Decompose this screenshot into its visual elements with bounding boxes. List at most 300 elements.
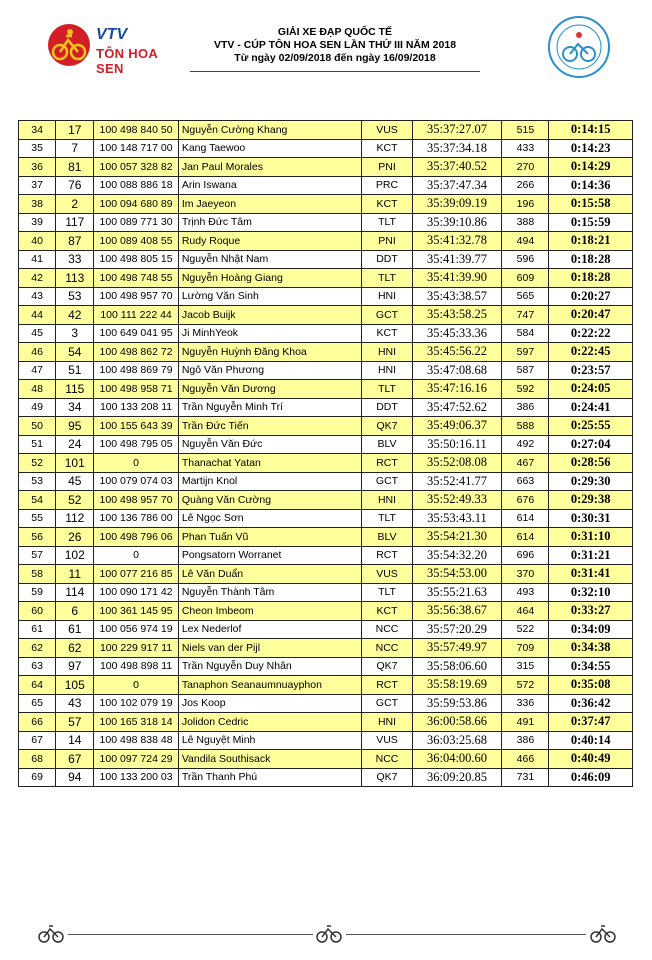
uci-id-cell: 100 136 786 00 xyxy=(94,509,179,528)
bib-cell: 76 xyxy=(56,176,94,195)
rider-name-cell: Nguyễn Thành Tâm xyxy=(178,583,362,602)
bib-cell: 45 xyxy=(56,472,94,491)
bib-cell: 54 xyxy=(56,343,94,362)
rank-cell: 50 xyxy=(19,417,56,436)
total-time-cell: 35:45:33.36 xyxy=(412,324,502,343)
points-cell: 747 xyxy=(502,306,549,325)
points-cell: 386 xyxy=(502,731,549,750)
team-code-cell: BLV xyxy=(362,435,412,454)
team-code-cell: TLT xyxy=(362,583,412,602)
total-time-cell: 35:41:39.77 xyxy=(412,250,502,269)
uci-id-cell: 100 498 796 06 xyxy=(94,528,179,547)
vtv-tonhoasen-logo xyxy=(46,22,186,76)
table-row xyxy=(19,158,633,177)
bib-cell: 7 xyxy=(56,139,94,158)
bib-cell: 34 xyxy=(56,398,94,417)
team-code-cell: QK7 xyxy=(362,768,412,787)
total-time-cell: 36:00:58.66 xyxy=(412,713,502,732)
team-code-cell: DDT xyxy=(362,398,412,417)
team-code-cell: VUS xyxy=(362,565,412,584)
points-cell: 522 xyxy=(502,620,549,639)
time-gap-cell: 0:20:27 xyxy=(549,287,633,306)
rider-name-cell: Nguyễn Hoàng Giang xyxy=(178,269,362,288)
rider-name-cell: Jolidon Cedric xyxy=(178,713,362,732)
table-row xyxy=(19,287,633,306)
uci-id-cell: 100 361 145 95 xyxy=(94,602,179,621)
table-row xyxy=(19,676,633,695)
points-cell: 494 xyxy=(502,232,549,251)
table-row xyxy=(19,435,633,454)
team-code-cell: QK7 xyxy=(362,657,412,676)
points-cell: 370 xyxy=(502,565,549,584)
bib-cell: 33 xyxy=(56,250,94,269)
table-row xyxy=(19,139,633,158)
time-gap-cell: 0:29:38 xyxy=(549,491,633,510)
team-code-cell: KCT xyxy=(362,602,412,621)
bib-cell: 112 xyxy=(56,509,94,528)
bib-cell: 62 xyxy=(56,639,94,658)
rider-name-cell: Nguyễn Huỳnh Đăng Khoa xyxy=(178,343,362,362)
time-gap-cell: 0:24:05 xyxy=(549,380,633,399)
time-gap-cell: 0:31:41 xyxy=(549,565,633,584)
total-time-cell: 36:09:20.85 xyxy=(412,768,502,787)
rank-cell: 68 xyxy=(19,750,56,769)
uci-id-cell: 100 498 805 15 xyxy=(94,250,179,269)
rider-name-cell: Trịnh Đức Tâm xyxy=(178,213,362,232)
table-row xyxy=(19,657,633,676)
table-row xyxy=(19,417,633,436)
rider-name-cell: Martijn Knol xyxy=(178,472,362,491)
rank-cell: 62 xyxy=(19,639,56,658)
table-row xyxy=(19,583,633,602)
table-row xyxy=(19,546,633,565)
uci-id-cell: 100 089 408 55 xyxy=(94,232,179,251)
time-gap-cell: 0:35:08 xyxy=(549,676,633,695)
rank-cell: 37 xyxy=(19,176,56,195)
time-gap-cell: 0:28:56 xyxy=(549,454,633,473)
total-time-cell: 35:54:53.00 xyxy=(412,565,502,584)
table-row xyxy=(19,269,633,288)
uci-id-cell: 100 057 328 82 xyxy=(94,158,179,177)
bib-cell: 26 xyxy=(56,528,94,547)
time-gap-cell: 0:15:58 xyxy=(549,195,633,214)
total-time-cell: 35:57:49.97 xyxy=(412,639,502,658)
cyclist-icon xyxy=(38,922,64,944)
points-cell: 336 xyxy=(502,694,549,713)
table-row xyxy=(19,398,633,417)
rank-cell: 34 xyxy=(19,121,56,140)
uci-id-cell: 100 498 869 79 xyxy=(94,361,179,380)
bib-cell: 67 xyxy=(56,750,94,769)
table-row xyxy=(19,731,633,750)
table-row xyxy=(19,306,633,325)
rider-name-cell: Lê Văn Duẩn xyxy=(178,565,362,584)
total-time-cell: 35:52:49.33 xyxy=(412,491,502,510)
bib-cell: 117 xyxy=(56,213,94,232)
rank-cell: 38 xyxy=(19,195,56,214)
title-divider xyxy=(190,71,480,72)
rank-cell: 51 xyxy=(19,435,56,454)
rank-cell: 45 xyxy=(19,324,56,343)
points-cell: 467 xyxy=(502,454,549,473)
total-time-cell: 35:49:06.37 xyxy=(412,417,502,436)
team-code-cell: TLT xyxy=(362,213,412,232)
rider-name-cell: Pongsatorn Worranet xyxy=(178,546,362,565)
points-cell: 584 xyxy=(502,324,549,343)
table-row xyxy=(19,565,633,584)
rider-name-cell: Im Jaeyeon xyxy=(178,195,362,214)
uci-id-cell: 100 498 795 05 xyxy=(94,435,179,454)
rider-name-cell: Tanaphon Seanaumnuayphon xyxy=(178,676,362,695)
time-gap-cell: 0:23:57 xyxy=(549,361,633,380)
rider-name-cell: Phan Tuấn Vũ xyxy=(178,528,362,547)
rank-cell: 43 xyxy=(19,287,56,306)
bib-cell: 97 xyxy=(56,657,94,676)
total-time-cell: 35:37:34.18 xyxy=(412,139,502,158)
bib-cell: 101 xyxy=(56,454,94,473)
team-code-cell: GCT xyxy=(362,306,412,325)
rider-name-cell: Lex Nederlof xyxy=(178,620,362,639)
points-cell: 696 xyxy=(502,546,549,565)
time-gap-cell: 0:20:47 xyxy=(549,306,633,325)
rider-name-cell: Trần Nguyễn Duy Nhân xyxy=(178,657,362,676)
team-code-cell: NCC xyxy=(362,750,412,769)
team-code-cell: KCT xyxy=(362,139,412,158)
points-cell: 597 xyxy=(502,343,549,362)
team-code-cell: TLT xyxy=(362,269,412,288)
bib-cell: 17 xyxy=(56,121,94,140)
total-time-cell: 35:45:56.22 xyxy=(412,343,502,362)
uci-id-cell: 100 111 222 44 xyxy=(94,306,179,325)
total-time-cell: 35:47:16.16 xyxy=(412,380,502,399)
time-gap-cell: 0:18:28 xyxy=(549,250,633,269)
team-code-cell: TLT xyxy=(362,380,412,399)
time-gap-cell: 0:14:36 xyxy=(549,176,633,195)
rider-name-cell: Lê Ngọc Sơn xyxy=(178,509,362,528)
time-gap-cell: 0:31:21 xyxy=(549,546,633,565)
total-time-cell: 35:39:09.19 xyxy=(412,195,502,214)
uci-id-cell: 0 xyxy=(94,454,179,473)
team-code-cell: KCT xyxy=(362,195,412,214)
rank-cell: 35 xyxy=(19,139,56,158)
total-time-cell: 35:58:19.69 xyxy=(412,676,502,695)
bib-cell: 114 xyxy=(56,583,94,602)
team-code-cell: GCT xyxy=(362,694,412,713)
title-line-2: VTV - CÚP TÔN HOA SEN LẦN THỨ III NĂM 2018 xyxy=(213,39,457,51)
bib-cell: 105 xyxy=(56,676,94,695)
total-time-cell: 35:39:10.86 xyxy=(412,213,502,232)
rider-name-cell: Arin Iswana xyxy=(178,176,362,195)
total-time-cell: 35:59:53.86 xyxy=(412,694,502,713)
rank-cell: 40 xyxy=(19,232,56,251)
time-gap-cell: 0:37:47 xyxy=(549,713,633,732)
total-time-cell: 36:04:00.60 xyxy=(412,750,502,769)
table-row xyxy=(19,491,633,510)
table-row xyxy=(19,250,633,269)
points-cell: 515 xyxy=(502,121,549,140)
points-cell: 731 xyxy=(502,768,549,787)
uci-id-cell: 0 xyxy=(94,546,179,565)
rider-name-cell: Cheon Imbeom xyxy=(178,602,362,621)
rank-cell: 55 xyxy=(19,509,56,528)
rank-cell: 48 xyxy=(19,380,56,399)
time-gap-cell: 0:14:23 xyxy=(549,139,633,158)
uci-id-cell: 100 079 074 03 xyxy=(94,472,179,491)
points-cell: 676 xyxy=(502,491,549,510)
table-row xyxy=(19,472,633,491)
title-line-1: GIẢI XE ĐẠP QUỐC TẾ xyxy=(277,26,393,38)
uci-id-cell: 100 498 840 50 xyxy=(94,121,179,140)
bib-cell: 81 xyxy=(56,158,94,177)
points-cell: 492 xyxy=(502,435,549,454)
points-cell: 433 xyxy=(502,139,549,158)
team-code-cell: BLV xyxy=(362,528,412,547)
rank-cell: 57 xyxy=(19,546,56,565)
uci-id-cell: 100 094 680 89 xyxy=(94,195,179,214)
time-gap-cell: 0:40:14 xyxy=(549,731,633,750)
rider-name-cell: Nguyễn Cường Khang xyxy=(178,121,362,140)
time-gap-cell: 0:46:09 xyxy=(549,768,633,787)
cyclist-icon xyxy=(590,922,616,944)
points-cell: 388 xyxy=(502,213,549,232)
bib-cell: 43 xyxy=(56,694,94,713)
rank-cell: 66 xyxy=(19,713,56,732)
uci-id-cell: 100 097 724 29 xyxy=(94,750,179,769)
rank-cell: 60 xyxy=(19,602,56,621)
vcf-logo xyxy=(546,14,612,80)
total-time-cell: 35:58:06.60 xyxy=(412,657,502,676)
table-row xyxy=(19,232,633,251)
uci-id-cell: 100 133 200 03 xyxy=(94,768,179,787)
total-time-cell: 35:52:08.08 xyxy=(412,454,502,473)
team-code-cell: PRC xyxy=(362,176,412,195)
total-time-cell: 35:54:32.20 xyxy=(412,546,502,565)
table-row xyxy=(19,639,633,658)
total-time-cell: 35:57:20.29 xyxy=(412,620,502,639)
rider-name-cell: Ji MinhYeok xyxy=(178,324,362,343)
uci-id-cell: 100 498 838 48 xyxy=(94,731,179,750)
rank-cell: 41 xyxy=(19,250,56,269)
rider-name-cell: Trần Thanh Phú xyxy=(178,768,362,787)
points-cell: 609 xyxy=(502,269,549,288)
rider-name-cell: Lường Văn Sinh xyxy=(178,287,362,306)
total-time-cell: 35:47:08.68 xyxy=(412,361,502,380)
bib-cell: 95 xyxy=(56,417,94,436)
rank-cell: 53 xyxy=(19,472,56,491)
points-cell: 464 xyxy=(502,602,549,621)
uci-id-cell: 100 165 318 14 xyxy=(94,713,179,732)
bib-cell: 11 xyxy=(56,565,94,584)
cyclist-icon xyxy=(316,922,342,944)
time-gap-cell: 0:34:55 xyxy=(549,657,633,676)
rank-cell: 63 xyxy=(19,657,56,676)
time-gap-cell: 0:24:41 xyxy=(549,398,633,417)
table-row xyxy=(19,528,633,547)
rider-name-cell: Nguyễn Văn Dương xyxy=(178,380,362,399)
points-cell: 386 xyxy=(502,398,549,417)
document-title xyxy=(190,26,480,72)
total-time-cell: 35:47:52.62 xyxy=(412,398,502,417)
time-gap-cell: 0:29:30 xyxy=(549,472,633,491)
bib-cell: 87 xyxy=(56,232,94,251)
points-cell: 663 xyxy=(502,472,549,491)
footer-rule-left xyxy=(68,934,313,935)
table-row xyxy=(19,213,633,232)
team-code-cell: HNI xyxy=(362,713,412,732)
time-gap-cell: 0:34:09 xyxy=(549,620,633,639)
total-time-cell: 35:37:40.52 xyxy=(412,158,502,177)
table-row xyxy=(19,176,633,195)
team-code-cell: GCT xyxy=(362,472,412,491)
points-cell: 614 xyxy=(502,509,549,528)
points-cell: 491 xyxy=(502,713,549,732)
uci-id-cell: 100 155 643 39 xyxy=(94,417,179,436)
points-cell: 565 xyxy=(502,287,549,306)
rider-name-cell: Trần Nguyễn Minh Trí xyxy=(178,398,362,417)
bib-cell: 52 xyxy=(56,491,94,510)
uci-id-cell: 100 498 958 71 xyxy=(94,380,179,399)
team-code-cell: HNI xyxy=(362,491,412,510)
rider-name-cell: Rudy Roque xyxy=(178,232,362,251)
rider-name-cell: Vandila Southisack xyxy=(178,750,362,769)
vcf-emblem-icon xyxy=(546,14,612,80)
rank-cell: 64 xyxy=(19,676,56,695)
total-time-cell: 35:55:21.63 xyxy=(412,583,502,602)
rank-cell: 46 xyxy=(19,343,56,362)
uci-id-cell: 100 498 957 70 xyxy=(94,287,179,306)
bib-cell: 113 xyxy=(56,269,94,288)
rank-cell: 44 xyxy=(19,306,56,325)
rider-name-cell: Thanachat Yatan xyxy=(178,454,362,473)
rider-name-cell: Lê Nguyệt Minh xyxy=(178,731,362,750)
table-row xyxy=(19,620,633,639)
bib-cell: 14 xyxy=(56,731,94,750)
uci-id-cell: 100 498 898 11 xyxy=(94,657,179,676)
team-code-cell: PNI xyxy=(362,232,412,251)
rider-name-cell: Trần Đức Tiến xyxy=(178,417,362,436)
table-row xyxy=(19,454,633,473)
rider-name-cell: Jan Paul Morales xyxy=(178,158,362,177)
team-code-cell: VUS xyxy=(362,121,412,140)
rider-name-cell: Jacob Buijk xyxy=(178,306,362,325)
uci-id-cell: 100 133 208 11 xyxy=(94,398,179,417)
time-gap-cell: 0:14:15 xyxy=(549,121,633,140)
uci-id-cell: 100 056 974 19 xyxy=(94,620,179,639)
table-row xyxy=(19,694,633,713)
time-gap-cell: 0:14:29 xyxy=(549,158,633,177)
time-gap-cell: 0:32:10 xyxy=(549,583,633,602)
table-row xyxy=(19,602,633,621)
team-code-cell: RCT xyxy=(362,454,412,473)
bib-cell: 3 xyxy=(56,324,94,343)
bib-cell: 24 xyxy=(56,435,94,454)
points-cell: 196 xyxy=(502,195,549,214)
rank-cell: 39 xyxy=(19,213,56,232)
rank-cell: 69 xyxy=(19,768,56,787)
team-code-cell: NCC xyxy=(362,620,412,639)
time-gap-cell: 0:40:49 xyxy=(549,750,633,769)
total-time-cell: 35:52:41.77 xyxy=(412,472,502,491)
rank-cell: 49 xyxy=(19,398,56,417)
bib-cell: 6 xyxy=(56,602,94,621)
rank-cell: 36 xyxy=(19,158,56,177)
uci-id-cell: 100 089 771 30 xyxy=(94,213,179,232)
time-gap-cell: 0:27:04 xyxy=(549,435,633,454)
bib-cell: 53 xyxy=(56,287,94,306)
rider-name-cell: Nguyễn Nhật Nam xyxy=(178,250,362,269)
total-time-cell: 35:50:16.11 xyxy=(412,435,502,454)
bib-cell: 94 xyxy=(56,768,94,787)
bib-cell: 61 xyxy=(56,620,94,639)
time-gap-cell: 0:18:21 xyxy=(549,232,633,251)
rank-cell: 52 xyxy=(19,454,56,473)
rank-cell: 42 xyxy=(19,269,56,288)
points-cell: 266 xyxy=(502,176,549,195)
uci-id-cell: 100 148 717 00 xyxy=(94,139,179,158)
results-table xyxy=(18,120,633,787)
uci-id-cell: 100 649 041 95 xyxy=(94,324,179,343)
points-cell: 315 xyxy=(502,657,549,676)
cyclist-emblem-icon xyxy=(46,22,92,68)
table-row xyxy=(19,713,633,732)
table-row xyxy=(19,121,633,140)
time-gap-cell: 0:31:10 xyxy=(549,528,633,547)
rider-name-cell: Ngô Văn Phương xyxy=(178,361,362,380)
uci-id-cell: 100 229 917 11 xyxy=(94,639,179,658)
time-gap-cell: 0:15:59 xyxy=(549,213,633,232)
rider-name-cell: Niels van der Pijl xyxy=(178,639,362,658)
time-gap-cell: 0:30:31 xyxy=(549,509,633,528)
total-time-cell: 36:03:25.68 xyxy=(412,731,502,750)
page-header xyxy=(0,0,652,90)
table-row xyxy=(19,324,633,343)
brand-bottom: TÔN HOA SEN xyxy=(96,46,158,76)
points-cell: 493 xyxy=(502,583,549,602)
uci-id-cell: 100 498 957 70 xyxy=(94,491,179,510)
time-gap-cell: 0:33:27 xyxy=(549,602,633,621)
time-gap-cell: 0:22:22 xyxy=(549,324,633,343)
bib-cell: 57 xyxy=(56,713,94,732)
rank-cell: 67 xyxy=(19,731,56,750)
rank-cell: 58 xyxy=(19,565,56,584)
time-gap-cell: 0:36:42 xyxy=(549,694,633,713)
team-code-cell: HNI xyxy=(362,361,412,380)
rank-cell: 65 xyxy=(19,694,56,713)
rider-name-cell: Kang Taewoo xyxy=(178,139,362,158)
rank-cell: 59 xyxy=(19,583,56,602)
time-gap-cell: 0:18:28 xyxy=(549,269,633,288)
total-time-cell: 35:37:27.07 xyxy=(412,121,502,140)
title-line-3: Từ ngày 02/09/2018 đến ngày 16/09/2018 xyxy=(234,52,436,64)
points-cell: 588 xyxy=(502,417,549,436)
total-time-cell: 35:41:32.78 xyxy=(412,232,502,251)
points-cell: 587 xyxy=(502,361,549,380)
team-code-cell: KCT xyxy=(362,324,412,343)
bib-cell: 102 xyxy=(56,546,94,565)
total-time-cell: 35:43:58.25 xyxy=(412,306,502,325)
uci-id-cell: 100 102 079 19 xyxy=(94,694,179,713)
table-row xyxy=(19,768,633,787)
rider-name-cell: Nguyễn Văn Đức xyxy=(178,435,362,454)
team-code-cell: DDT xyxy=(362,250,412,269)
footer-rule-right xyxy=(346,934,586,935)
uci-id-cell: 100 498 862 72 xyxy=(94,343,179,362)
table-row xyxy=(19,509,633,528)
table-row xyxy=(19,343,633,362)
bib-cell: 115 xyxy=(56,380,94,399)
rank-cell: 61 xyxy=(19,620,56,639)
team-code-cell: VUS xyxy=(362,731,412,750)
